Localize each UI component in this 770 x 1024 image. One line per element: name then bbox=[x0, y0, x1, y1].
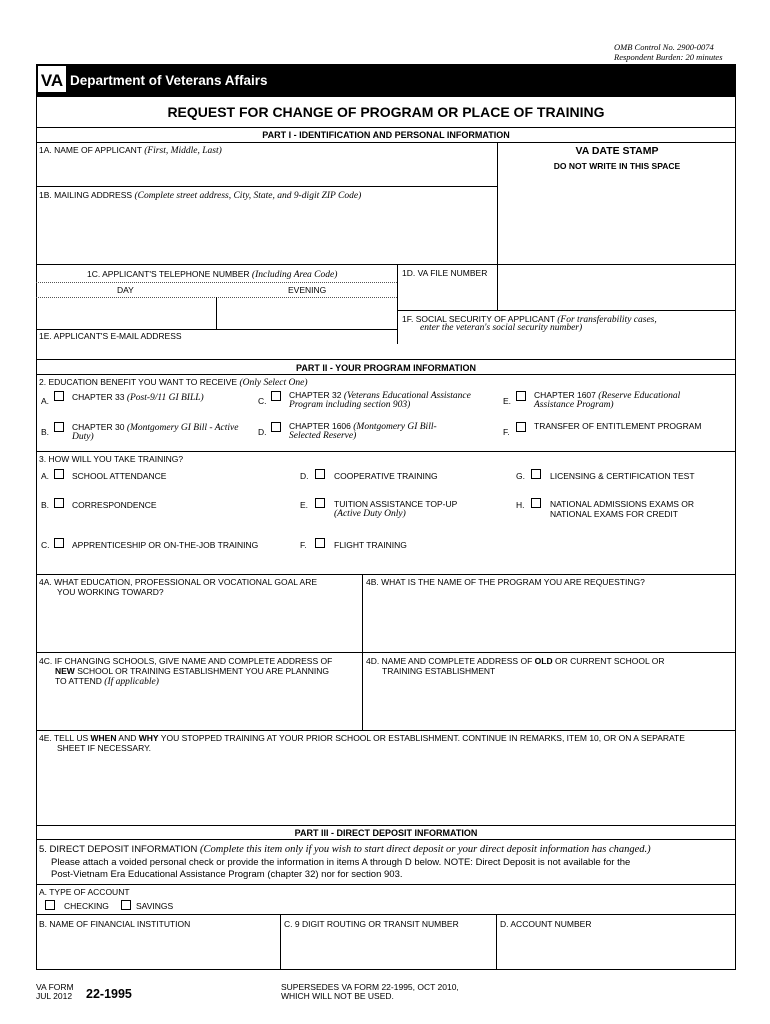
benefit-b-letter: B. bbox=[41, 427, 50, 437]
supersedes-note2: WHICH WILL NOT BE USED. bbox=[281, 991, 394, 1001]
account-type-label: A. TYPE OF ACCOUNT bbox=[39, 887, 130, 897]
routing-label: C. 9 DIGIT ROUTING OR TRANSIT NUMBER bbox=[284, 919, 459, 929]
benefit-b-checkbox[interactable] bbox=[54, 422, 64, 432]
form-title: REQUEST FOR CHANGE OF PROGRAM OR PLACE OF TRAINING bbox=[167, 104, 605, 120]
address-input[interactable] bbox=[40, 202, 492, 262]
omb-control: OMB Control No. 2900-0074 bbox=[614, 42, 714, 52]
benefit-c-checkbox[interactable] bbox=[271, 391, 281, 401]
evening-phone-input[interactable] bbox=[220, 299, 392, 327]
ssn-hint: enter the veteran's social security number) bbox=[420, 323, 583, 333]
goal-input[interactable] bbox=[40, 600, 358, 648]
training-b-label: CORRESPONDENCE bbox=[72, 500, 157, 510]
training-e-label: TUITION ASSISTANCE TOP-UP bbox=[334, 499, 458, 509]
training-g-checkbox[interactable] bbox=[531, 469, 541, 479]
old-school-input[interactable] bbox=[367, 680, 731, 728]
part2-heading: PART II - YOUR PROGRAM INFORMATION bbox=[296, 363, 476, 373]
checking-checkbox[interactable] bbox=[45, 900, 55, 910]
form-date: JUL 2012 bbox=[36, 991, 73, 1001]
training-d-label: COOPERATIVE TRAINING bbox=[334, 471, 438, 481]
training-c-checkbox[interactable] bbox=[54, 538, 64, 548]
va-logo-text: VA bbox=[40, 71, 64, 90]
q4b-label: 4B. WHAT IS THE NAME OF THE PROGRAM YOU ARE REQUESTING? bbox=[366, 577, 645, 587]
form-number: 22-1995 bbox=[86, 987, 132, 1001]
agency-name: Department of Veterans Affairs bbox=[70, 73, 268, 88]
benefit-d-hint: Selected Reserve) bbox=[289, 431, 357, 441]
training-h-label2: NATIONAL EXAMS FOR CREDIT bbox=[550, 509, 678, 519]
benefit-b-label: CHAPTER 30 (Montgomery GI Bill - Active bbox=[72, 422, 239, 433]
benefit-f-checkbox[interactable] bbox=[516, 422, 526, 432]
account-number-label: D. ACCOUNT NUMBER bbox=[500, 919, 592, 929]
benefit-f-label: TRANSFER OF ENTITLEMENT PROGRAM bbox=[534, 421, 702, 431]
savings-label: SAVINGS bbox=[136, 901, 174, 911]
name-label: 1A. NAME OF APPLICANT (First, Middle, Last) bbox=[39, 145, 222, 156]
q4d-label: 4D. NAME AND COMPLETE ADDRESS OF OLD OR CURRENT SCHOOL OR bbox=[366, 656, 665, 666]
benefit-e-letter: E. bbox=[503, 396, 512, 406]
respondent-burden: Respondent Burden: 20 minutes bbox=[614, 52, 723, 62]
bank-name-label: B. NAME OF FINANCIAL INSTITUTION bbox=[39, 919, 191, 929]
va-date-stamp-note: DO NOT WRITE IN THIS SPACE bbox=[553, 161, 681, 171]
q4c-label3: TO ATTEND (If applicable) bbox=[55, 676, 159, 687]
q4a-label2: YOU WORKING TOWARD? bbox=[57, 587, 164, 597]
part3-heading: PART III - DIRECT DEPOSIT INFORMATION bbox=[294, 828, 478, 838]
benefit-c-label: CHAPTER 32 (Veterans Educational Assistance bbox=[289, 390, 471, 401]
part1-heading: PART I - IDENTIFICATION AND PERSONAL INFORMATION bbox=[262, 130, 510, 140]
direct-deposit-instruction: Please attach a voided personal check or provide the information in items A through D below. NOTE: Direct Deposit is not available for the bbox=[51, 857, 631, 868]
training-e-checkbox[interactable] bbox=[315, 498, 325, 508]
training-g-letter: G. bbox=[516, 471, 525, 481]
training-a-checkbox[interactable] bbox=[54, 469, 64, 479]
training-f-letter: F. bbox=[300, 540, 307, 550]
new-school-input[interactable] bbox=[40, 688, 358, 728]
stop-reason-input[interactable] bbox=[40, 756, 730, 822]
day-label: DAY bbox=[117, 285, 134, 295]
benefit-a-checkbox[interactable] bbox=[54, 391, 64, 401]
training-a-letter: A. bbox=[41, 471, 50, 481]
benefit-e-checkbox[interactable] bbox=[516, 391, 526, 401]
day-phone-input[interactable] bbox=[40, 299, 212, 327]
training-e-letter: E. bbox=[300, 500, 309, 510]
training-d-checkbox[interactable] bbox=[315, 469, 325, 479]
benefit-a-letter: A. bbox=[41, 396, 50, 406]
ssn-label: 1F. SOCIAL SECURITY OF APPLICANT (For transferability cases, bbox=[402, 314, 657, 325]
training-h-label: NATIONAL ADMISSIONS EXAMS OR bbox=[550, 499, 695, 509]
benefit-e-label: CHAPTER 1607 (Reserve Educational bbox=[534, 390, 681, 401]
training-b-checkbox[interactable] bbox=[54, 498, 64, 508]
direct-deposit-note: Post-Vietnam Era Educational Assistance Program (chapter 32) nor for section 903. bbox=[51, 869, 403, 880]
account-number-input[interactable] bbox=[500, 932, 732, 966]
benefit-d-checkbox[interactable] bbox=[271, 422, 281, 432]
training-f-label: FLIGHT TRAINING bbox=[334, 540, 407, 550]
q4c-label2: NEW SCHOOL OR TRAINING ESTABLISHMENT YOU ARE PLANNING bbox=[55, 666, 329, 676]
benefit-d-label: CHAPTER 1606 (Montgomery GI Bill- bbox=[289, 421, 437, 432]
name-input[interactable] bbox=[40, 157, 492, 185]
q4e-label: 4E. TELL US WHEN AND WHY YOU STOPPED TRAINING AT YOUR PRIOR SCHOOL OR ESTABLISHMENT. CONTINUE IN REMARKS, ITEM 10, OR ON A SEPARATE bbox=[39, 733, 685, 743]
training-g-label: LICENSING & CERTIFICATION TEST bbox=[550, 471, 695, 481]
benefit-e-hint: Assistance Program) bbox=[534, 400, 614, 410]
training-a-label: SCHOOL ATTENDANCE bbox=[72, 471, 167, 481]
program-name-input[interactable] bbox=[367, 590, 731, 648]
training-label: 3. HOW WILL YOU TAKE TRAINING? bbox=[39, 454, 184, 464]
savings-checkbox[interactable] bbox=[121, 900, 131, 910]
q4c-label: 4C. IF CHANGING SCHOOLS, GIVE NAME AND COMPLETE ADDRESS OF bbox=[39, 656, 333, 666]
training-c-letter: C. bbox=[41, 540, 50, 550]
training-h-letter: H. bbox=[516, 500, 525, 510]
benefit-d-letter: D. bbox=[258, 427, 267, 437]
q4e-label2: SHEET IF NECESSARY. bbox=[57, 743, 152, 753]
file-number-label: 1D. VA FILE NUMBER bbox=[402, 268, 488, 278]
supersedes-note: SUPERSEDES VA FORM 22-1995, OCT 2010, bbox=[281, 982, 459, 992]
routing-input[interactable] bbox=[284, 932, 492, 966]
agency-header-bar bbox=[36, 64, 736, 96]
address-label: 1B. MAILING ADDRESS (Complete street address, City, State, and 9-digit ZIP Code) bbox=[39, 190, 362, 201]
training-c-label: APPRENTICESHIP OR ON-THE-JOB TRAINING bbox=[72, 540, 259, 550]
phone-label: 1C. APPLICANT'S TELEPHONE NUMBER (Including Area Code) bbox=[87, 269, 338, 280]
q4a-label: 4A. WHAT EDUCATION, PROFESSIONAL OR VOCATIONAL GOAL ARE bbox=[39, 577, 318, 587]
bank-name-input[interactable] bbox=[40, 932, 276, 966]
training-e-hint: (Active Duty Only) bbox=[334, 509, 406, 519]
va-form-label: VA FORM bbox=[36, 982, 74, 992]
benefit-a-label: CHAPTER 33 (Post-9/11 GI BILL) bbox=[72, 392, 204, 403]
va-seal-icon bbox=[38, 66, 66, 92]
benefit-f-letter: F. bbox=[503, 427, 510, 437]
training-d-letter: D. bbox=[300, 471, 309, 481]
benefit-label: 2. EDUCATION BENEFIT YOU WANT TO RECEIVE (Only Select One) bbox=[39, 377, 308, 388]
training-b-letter: B. bbox=[41, 500, 50, 510]
benefit-c-hint: Program including section 903) bbox=[289, 400, 411, 410]
email-label: 1E. APPLICANT'S E-MAIL ADDRESS bbox=[39, 331, 182, 341]
q4d-label2: TRAINING ESTABLISHMENT bbox=[382, 666, 496, 676]
benefit-b-hint: Duty) bbox=[72, 432, 94, 442]
file-number-input[interactable] bbox=[402, 280, 732, 308]
training-h-checkbox[interactable] bbox=[531, 498, 541, 508]
benefit-c-letter: C. bbox=[258, 396, 267, 406]
direct-deposit-label: 5. DIRECT DEPOSIT INFORMATION (Complete this item only if you wish to start direct deposit or your direct deposit information has changed.) bbox=[39, 844, 651, 855]
checking-label: CHECKING bbox=[64, 901, 109, 911]
va-date-stamp-title: VA DATE STAMP bbox=[575, 145, 659, 157]
training-f-checkbox[interactable] bbox=[315, 538, 325, 548]
evening-label: EVENING bbox=[288, 285, 327, 295]
